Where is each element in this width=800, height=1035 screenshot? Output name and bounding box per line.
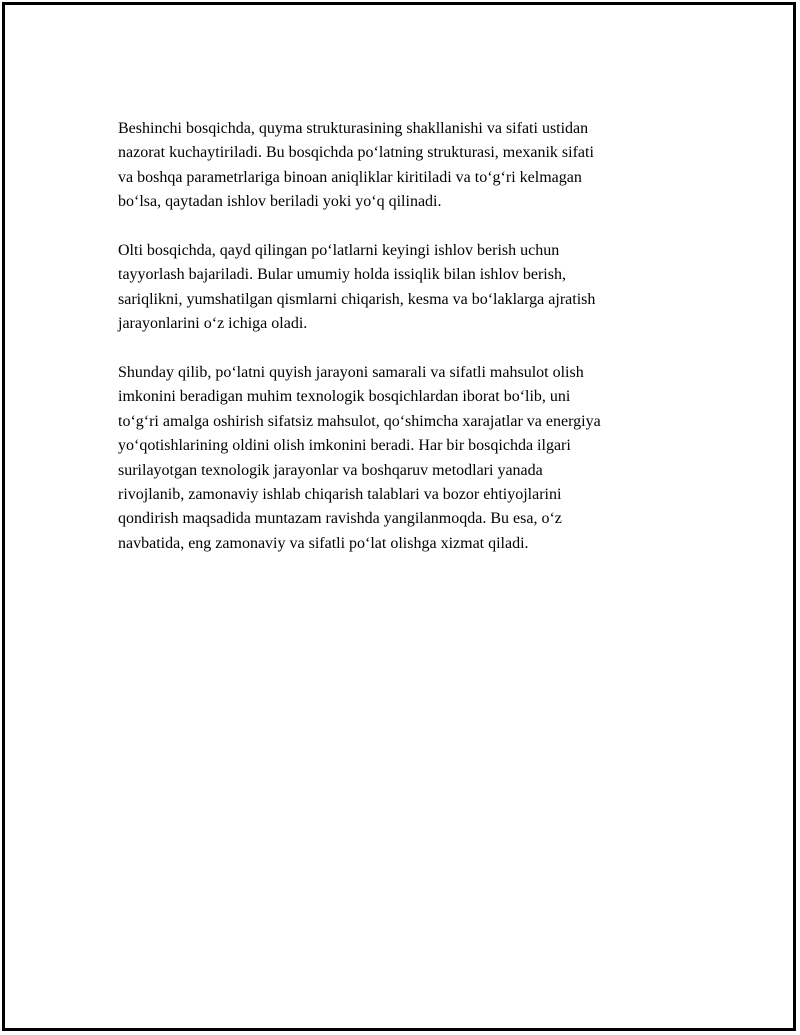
paragraph-line: navbatida, eng zamonaviy va sifatli poʻlat olishga xizmat qiladi. [118, 534, 529, 552]
paragraph-line: Beshinchi bosqichda, quyma strukturasining shakllanishi va sifati ustidan [118, 120, 589, 137]
paragraph-line: va boshqa parametrlariga binoan aniqliklar kiritiladi va toʻgʻri kelmagan [118, 168, 582, 186]
paragraph-line: imkonini beradigan muhim texnologik bosqichlardan iborat boʻlib, uni [118, 388, 571, 406]
paragraph-1 [118, 117, 698, 215]
paragraph-line: sariqlikni, yumshatilgan qismlarni chiqarish, kesma va boʻlaklarga ajratish [118, 290, 596, 308]
paragraph-line: tayyorlash bajariladi. Bular umumiy holda issiqlik bilan ishlov berish, [118, 266, 566, 284]
document-body [118, 117, 698, 581]
paragraph-line: qondirish maqsadida muntazam ravishda yangilanmoqda. Bu esa, oʻz [118, 510, 562, 528]
paragraph-line: yoʻqotishlarining oldini olish imkonini beradi. Har bir bosqichda ilgari [118, 437, 571, 455]
paragraph-line: Shunday qilib, poʻlatni quyish jarayoni samarali va sifatli mahsulot olish [118, 364, 584, 382]
paragraph-2 [118, 239, 698, 337]
paragraph-line: rivojlanib, zamonaviy ishlab chiqarish talablari va bozor ehtiyojlarini [118, 486, 562, 504]
paragraph-line: jarayonlarini oʻz ichiga oladi. [118, 315, 308, 333]
paragraph-line: boʻlsa, qaytadan ishlov beriladi yoki yoʻq qilinadi. [118, 193, 442, 211]
paragraph-line: Olti bosqichda, qayd qilingan poʻlatlarni keyingi ishlov berish uchun [118, 242, 560, 260]
paragraph-line: surilayotgan texnologik jarayonlar va boshqaruv metodlari yanada [118, 461, 543, 479]
paragraph-3 [118, 361, 698, 556]
paragraph-line: toʻgʻri amalga oshirish sifatsiz mahsulot, qoʻshimcha xarajatlar va energiya [118, 412, 601, 430]
paragraph-line: nazorat kuchaytiriladi. Bu bosqichda poʻlatning strukturasi, mexanik sifati [118, 144, 594, 162]
